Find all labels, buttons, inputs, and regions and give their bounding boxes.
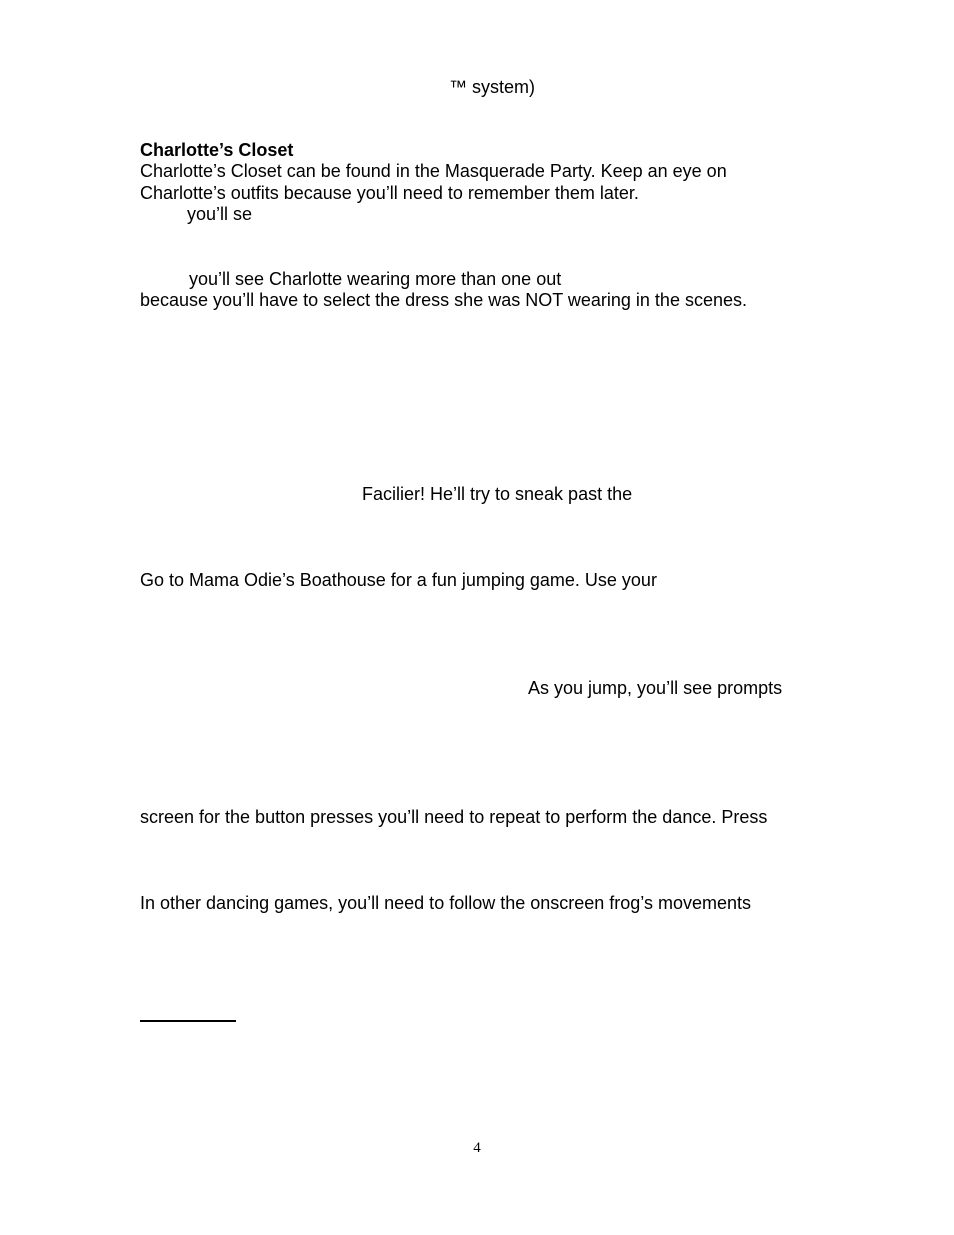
text-line: Facilier! He’ll try to sneak past the [362, 484, 633, 504]
text-line: because you’ll have to select the dress she was NOT wearing in the scenes. [140, 290, 747, 310]
footnote-separator [140, 1020, 236, 1022]
text-line: Charlotte’s outfits because you’ll need to remember them later. [140, 183, 639, 203]
text-line: you’ll se [187, 204, 253, 224]
page-number: 4 [473, 1140, 481, 1156]
text-line: As you jump, you’ll see prompts [528, 678, 783, 698]
section-heading: Charlotte’s Closet [140, 140, 294, 160]
text-line: screen for the button presses you’ll need to repeat to perform the dance. Press [140, 807, 768, 827]
text-line: Charlotte’s Closet can be found in the Masquerade Party. Keep an eye on [140, 161, 727, 181]
text-line: Go to Mama Odie’s Boathouse for a fun jumping game. Use your [140, 570, 657, 590]
text-line: In other dancing games, you’ll need to follow the onscreen frog’s movements [140, 893, 752, 913]
text-line: you’ll see Charlotte wearing more than one out [189, 269, 562, 289]
text-line-tm-system: ™ system) [449, 77, 536, 97]
